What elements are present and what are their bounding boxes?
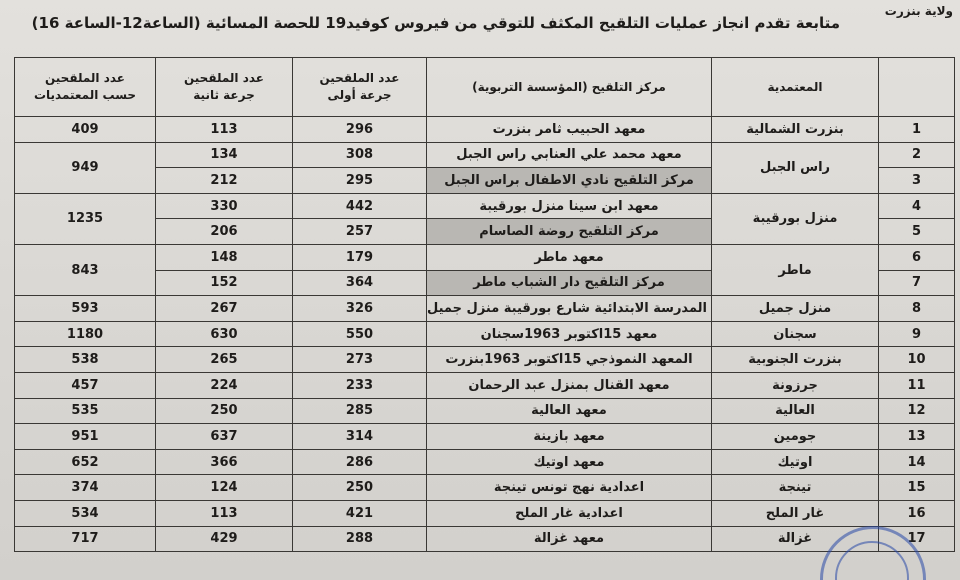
region-label: ولاية بنزرت: [884, 4, 953, 18]
dose1-count: 442: [293, 193, 427, 219]
delegation-name: جومين: [712, 424, 879, 450]
delegation-total: 409: [15, 117, 156, 143]
row-number: 16: [879, 500, 955, 526]
row-number: 14: [879, 449, 955, 475]
row-number: 15: [879, 475, 955, 501]
center-name: مركز التلقيح روضة الصاسام: [427, 219, 712, 245]
header-dose1-line2: جرعة أولى: [327, 88, 392, 102]
row-number: 3: [879, 168, 955, 194]
center-name: معهد ابن سينا منزل بورقيبة: [427, 193, 712, 219]
dose2-count: 267: [156, 296, 293, 322]
table-row: [15, 244, 955, 270]
delegation-name: العالية: [712, 398, 879, 424]
table-row: [15, 142, 955, 168]
dose2-count: 224: [156, 372, 293, 398]
table-row: [15, 526, 955, 552]
dose1-count: 288: [293, 526, 427, 552]
table-row: [15, 475, 955, 501]
dose2-count: 250: [156, 398, 293, 424]
row-number: 8: [879, 296, 955, 322]
center-name: معهد الحبيب ثامر بنزرت: [427, 117, 712, 143]
delegation-total: 457: [15, 372, 156, 398]
center-name: مركز التلقيح دار الشباب ماطر: [427, 270, 712, 296]
table-row: [15, 347, 955, 373]
header-dose1: [293, 58, 427, 117]
delegation-total: 717: [15, 526, 156, 552]
dose2-count: 637: [156, 424, 293, 450]
delegation-total: 1180: [15, 321, 156, 347]
center-name: معهد اوتيك: [427, 449, 712, 475]
center-name: معهد العالية: [427, 398, 712, 424]
dose1-count: 257: [293, 219, 427, 245]
delegation-name: تينجة: [712, 475, 879, 501]
delegation-total: 843: [15, 244, 156, 295]
delegation-name: منزل بورقيبة: [712, 193, 879, 244]
dose1-count: 250: [293, 475, 427, 501]
row-number: 9: [879, 321, 955, 347]
row-number: 13: [879, 424, 955, 450]
official-stamp-inner-ring: [835, 541, 909, 580]
row-number: 5: [879, 219, 955, 245]
header-total: [15, 58, 156, 117]
center-name: معهد محمد علي العنابي راس الجبل: [427, 142, 712, 168]
vaccination-table: [14, 57, 955, 552]
delegation-name: جرزونة: [712, 372, 879, 398]
dose2-count: 212: [156, 168, 293, 194]
delegation-total: 652: [15, 449, 156, 475]
table-row: [15, 193, 955, 219]
dose1-count: 233: [293, 372, 427, 398]
center-name: المعهد النموذجي 15اكتوبر 1963بنزرت: [427, 347, 712, 373]
header-total-line1: عدد الملقحين: [44, 71, 125, 85]
dose1-count: 364: [293, 270, 427, 296]
dose1-count: 273: [293, 347, 427, 373]
delegation-total: 951: [15, 424, 156, 450]
row-number: 6: [879, 244, 955, 270]
table-row: [15, 500, 955, 526]
center-name: معهد 15اكتوبر 1963سجنان: [427, 321, 712, 347]
header-number: [879, 58, 955, 117]
dose1-count: 179: [293, 244, 427, 270]
dose1-count: 314: [293, 424, 427, 450]
dose1-count: 326: [293, 296, 427, 322]
delegation-total: 1235: [15, 193, 156, 244]
delegation-total: 949: [15, 142, 156, 193]
center-name: المدرسة الابتدائية شارع بورقيبة منزل جميل: [427, 296, 712, 322]
dose1-count: 308: [293, 142, 427, 168]
row-number: 11: [879, 372, 955, 398]
header-dose2-line2: جرعة ثانية: [193, 88, 255, 102]
center-name: اعدادية نهج تونس تينجة: [427, 475, 712, 501]
center-name: معهد ماطر: [427, 244, 712, 270]
row-number: 4: [879, 193, 955, 219]
dose2-count: 113: [156, 117, 293, 143]
dose1-count: 295: [293, 168, 427, 194]
dose2-count: 134: [156, 142, 293, 168]
dose2-count: 630: [156, 321, 293, 347]
table-row: [15, 296, 955, 322]
table-row: [15, 398, 955, 424]
document-title: متابعة تقدم انجاز عمليات التلقيح المكثف للتوقي من فيروس كوفيد19 للحصة المسائية (الساعة12-الساعة 16): [31, 14, 840, 32]
delegation-total: 593: [15, 296, 156, 322]
center-name: معهد القنال بمنزل عبد الرحمان: [427, 372, 712, 398]
row-number: 1: [879, 117, 955, 143]
header-delegation: المعتمدية: [712, 58, 879, 117]
row-number: 12: [879, 398, 955, 424]
delegation-name: راس الجبل: [712, 142, 879, 193]
dose2-count: 148: [156, 244, 293, 270]
dose2-count: 113: [156, 500, 293, 526]
delegation-total: 534: [15, 500, 156, 526]
delegation-total: 374: [15, 475, 156, 501]
delegation-name: منزل جميل: [712, 296, 879, 322]
header-total-line2: حسب المعتمديات: [33, 88, 137, 102]
header-center: مركز التلقيح (المؤسسة التربوية): [427, 58, 712, 117]
center-name: معهد غزالة: [427, 526, 712, 552]
delegation-name: غار الملح: [712, 500, 879, 526]
row-number: 2: [879, 142, 955, 168]
delegation-name: بنزرت الجنوبية: [712, 347, 879, 373]
delegation-name: ماطر: [712, 244, 879, 295]
dose1-count: 421: [293, 500, 427, 526]
table-row: [15, 424, 955, 450]
center-name: مركز التلقيح نادي الاطفال براس الجبل: [427, 168, 712, 194]
table-row: [15, 117, 955, 143]
delegation-total: 538: [15, 347, 156, 373]
dose1-count: 550: [293, 321, 427, 347]
dose2-count: 265: [156, 347, 293, 373]
center-name: اعدادية غار الملح: [427, 500, 712, 526]
table-row: [15, 372, 955, 398]
dose2-count: 152: [156, 270, 293, 296]
delegation-name: بنزرت الشمالية: [712, 117, 879, 143]
header-dose2: [156, 58, 293, 117]
header-dose2-line1: عدد الملقحين: [183, 71, 264, 85]
header-dose1-line1: عدد الملقحين: [319, 71, 400, 85]
table-row: [15, 321, 955, 347]
dose2-count: 206: [156, 219, 293, 245]
row-number: 10: [879, 347, 955, 373]
dose2-count: 330: [156, 193, 293, 219]
dose1-count: 286: [293, 449, 427, 475]
table-row: [15, 449, 955, 475]
delegation-name: اوتيك: [712, 449, 879, 475]
delegation-name: غزالة: [712, 526, 879, 552]
table-header-row: [15, 58, 955, 117]
dose2-count: 366: [156, 449, 293, 475]
delegation-name: سجنان: [712, 321, 879, 347]
row-number: 7: [879, 270, 955, 296]
center-name: معهد بازينة: [427, 424, 712, 450]
dose2-count: 124: [156, 475, 293, 501]
table-body: [15, 117, 955, 552]
row-number: 17: [879, 526, 955, 552]
dose2-count: 429: [156, 526, 293, 552]
delegation-total: 535: [15, 398, 156, 424]
dose1-count: 296: [293, 117, 427, 143]
dose1-count: 285: [293, 398, 427, 424]
